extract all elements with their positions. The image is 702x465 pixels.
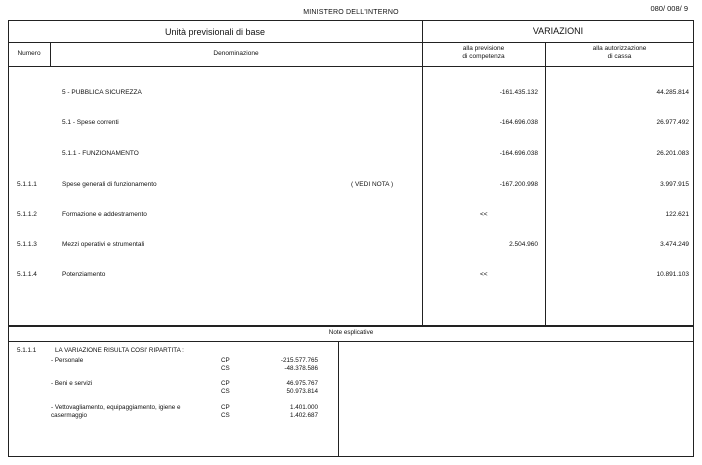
row-cassa: 44.285.814 [656, 89, 689, 96]
row-denominazione: 5.1 - Spese correnti [62, 119, 119, 126]
ministry-title: MINISTERO DELL'INTERNO [303, 9, 399, 16]
header-bottom-line [8, 66, 694, 67]
row-cassa: 26.201.083 [656, 150, 689, 157]
note-item-label: - Personale [51, 357, 84, 364]
note-item-cs-value: -48.378.586 [284, 365, 318, 372]
variazioni-left-border [422, 20, 423, 326]
document-code: 080/ 008/ 9 [650, 4, 688, 13]
col-header-cassa-line1: alla autorizzazione [592, 45, 647, 52]
notes-header-divider [8, 341, 694, 342]
col-header-competenza-line2: di competenza [462, 53, 505, 60]
note-item-cp-tag: CP [221, 380, 230, 387]
row-denominazione: 5.1.1 - FUNZIONAMENTO [62, 150, 139, 157]
note-item-cs-value: 1.402.687 [289, 412, 318, 419]
note-item-cp-tag: CP [221, 357, 230, 364]
row-competenza: -164.696.038 [499, 150, 538, 157]
note-item-cs-tag: CS [221, 365, 230, 372]
notes-title: Note esplicative [328, 329, 374, 336]
row-nota-reference: ( VEDI NOTA ) [351, 181, 394, 188]
note-item-cs-tag: CS [221, 388, 230, 395]
note-item-label-continued: casermaggio [51, 412, 88, 419]
note-item-cp-tag: CP [221, 404, 230, 411]
note-item-cs-tag: CS [221, 412, 230, 419]
row-denominazione: Formazione e addestramento [62, 211, 147, 218]
note-item-label: - Beni e servizi [51, 380, 93, 387]
row-competenza: -164.696.038 [499, 119, 538, 126]
row-cassa: 122.621 [665, 211, 689, 218]
row-competenza: << [480, 271, 488, 278]
header-divider [8, 42, 694, 43]
note-item-cp-value: 46.975.767 [286, 380, 318, 387]
row-cassa: 3.474.249 [660, 241, 689, 248]
col-header-denominazione: Denominazione [213, 50, 259, 57]
row-cassa: 26.977.492 [656, 119, 689, 126]
cassa-left-border [545, 42, 546, 326]
row-denominazione: 5 - PUBBLICA SICUREZZA [62, 89, 142, 96]
row-competenza: -161.435.132 [499, 89, 538, 96]
notes-frame [8, 325, 694, 457]
note-item-cp-value: 1.401.000 [289, 404, 318, 411]
row-cassa: 3.997.915 [660, 181, 689, 188]
notes-column-divider [338, 341, 339, 456]
row-numero: 5.1.1.4 [17, 271, 37, 278]
col-header-competenza-line1: alla previsione [462, 45, 505, 52]
note-item-label: - Vettovagliamento, equipaggiamento, igiene e [51, 404, 181, 411]
notes-numero: 5.1.1.1 [17, 347, 37, 354]
row-denominazione: Spese generali di funzionamento [62, 181, 157, 188]
row-denominazione: Mezzi operativi e strumentali [62, 241, 145, 248]
row-numero: 5.1.1.3 [17, 241, 37, 248]
row-denominazione: Potenziamento [62, 271, 106, 278]
group-unita-previsionali: Unità previsionali di base [164, 27, 266, 37]
row-competenza: -167.200.998 [499, 181, 538, 188]
notes-heading: LA VARIAZIONE RISULTA COSI' RIPARTITA : [55, 347, 184, 354]
col-header-numero: Numero [17, 50, 41, 57]
col-header-cassa-line2: di cassa [607, 53, 632, 60]
row-numero: 5.1.1.2 [17, 211, 37, 218]
group-variazioni: VARIAZIONI [532, 26, 584, 36]
row-cassa: 10.891.103 [656, 271, 689, 278]
row-numero: 5.1.1.1 [17, 181, 37, 188]
note-item-cp-value: -215.577.765 [280, 357, 318, 364]
row-competenza: 2.504.960 [509, 241, 538, 248]
row-competenza: << [480, 211, 488, 218]
note-item-cs-value: 50.973.814 [286, 388, 318, 395]
